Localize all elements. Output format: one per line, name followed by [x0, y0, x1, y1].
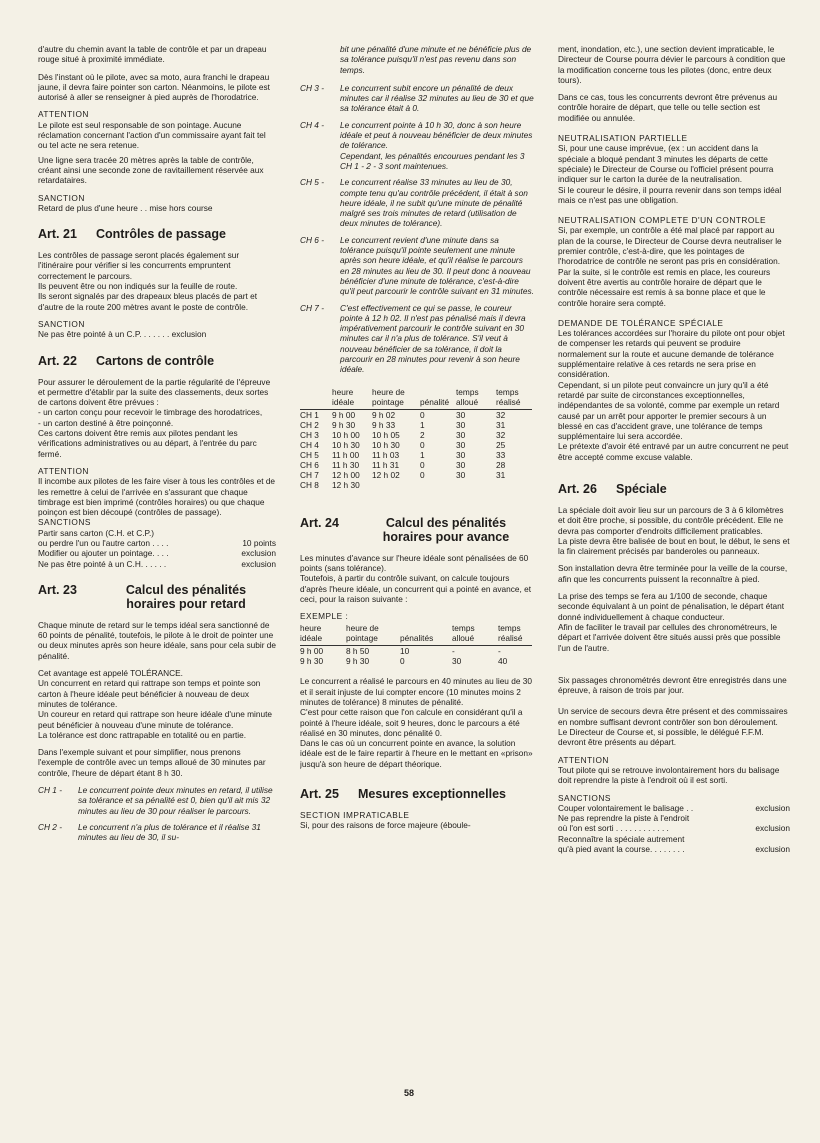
table-row	[300, 409, 532, 420]
table-cell: 10 h 00	[332, 429, 360, 440]
example-text: Le concurrent subit encore un pénalité de deux minutes car il réalise 32 minutes au lieu de 30 et que sa tolérance était à 0.	[340, 82, 534, 114]
table-header: heure idéale	[300, 623, 346, 646]
table-cell: 9 h 30	[346, 656, 370, 667]
example-ch3	[300, 83, 534, 114]
paragraph: Si, par exemple, un contrôle a été mal placé par rapport au plan de la course, le Directeur de Course devra neutraliser le premier contrôle, c'est-à-dire, que les pointages de l'horodatrice de contrôle ne seront pas pris en considération. Par la suite, si le contrôle est remis en place, les coureurs doivent être avertis au contrôle horaire de départ que le contrôle nécessaire est remis à sa bonne place et que le contrôle horaire sera compté.	[558, 225, 782, 308]
sanction-value: exclusion	[755, 802, 790, 813]
article-number: Art. 24	[300, 515, 339, 530]
paragraph: Les minutes d'avance sur l'heure idéale sont pénalisées de 60 points (sans tolérance). Toutefois, à partir du contrôle suivant, on calcule toujours d'après l'heure idéale, un concurrent qui a pointé en avance, et ceci, pour la raison suivante :	[300, 552, 532, 604]
table-cell: 11 h 30	[332, 459, 360, 470]
table-cell: 10 h 30	[372, 439, 400, 450]
example-continuation: bit une pénalité d'une minute et ne bénéficie plus de sa tolérance puisqu'il n'est pas revenu dans son temps.	[340, 44, 532, 75]
sanction-line: Ne pas être pointé à un C.P. . . . . . . exclusion	[38, 329, 207, 340]
article-number: Art. 23	[38, 582, 77, 597]
sanction-row	[38, 548, 276, 558]
subheading-sanction: SANCTION	[38, 192, 85, 203]
table-header-row	[300, 387, 532, 410]
paragraph: Son installation devra être terminée pour la veille de la course, afin que les concurrents puissent la reconnaître à pied.	[558, 563, 788, 584]
table-header-row	[300, 623, 532, 646]
table-cell: 9 h 33	[372, 419, 396, 430]
table-cell: CH 4	[300, 439, 319, 450]
paragraph: Dès l'instant où le pilote, avec sa moto, aura franchi le drapeau jaune, il devra faire pointer son carton. Néanmoins, le pilote est autorisé à aller se renseigner à pied auprès de l'horodatrice.	[38, 71, 270, 103]
article-title-line2: horaires pour avance	[382, 529, 510, 544]
table-row	[300, 420, 532, 430]
paragraph: Dans ce cas, tous les concurrents devront être prévenus au contrôle horaire de départ, que telle ou telle section est modifiée ou annulée.	[558, 92, 778, 123]
column-left	[38, 44, 276, 849]
example-ch6	[300, 235, 534, 297]
paragraph: Si, pour des raisons de force majeure (éboule-	[300, 820, 471, 831]
article-number: Art. 26	[558, 481, 597, 496]
article-number: Art. 25	[300, 787, 339, 802]
table-cell: 11 h 31	[372, 459, 400, 470]
sanction-label: qu'à pied avant la course. . . . . . . .	[558, 844, 685, 854]
paragraph: Tout pilote qui se retrouve involontairement hors du balisage doit reprendre la piste à l'endroit où il est sorti.	[558, 764, 780, 786]
sanction-row	[558, 844, 790, 854]
page-number: 58	[404, 1088, 415, 1098]
table-body	[300, 409, 532, 490]
table-row	[300, 430, 532, 440]
table-cell	[420, 480, 456, 490]
table-cell: 30	[456, 459, 466, 470]
example-ch2	[38, 822, 276, 843]
sanction-label: Ne pas reprendre la piste à l'endroit	[558, 813, 690, 824]
example-text: Le concurrent réalise 33 minutes au lieu de 30, compte tenu qu'au contrôle précédent, il était à son heure idéale, il ne subit qu'une minute de pénalité malgré ses trois minutes de retard (utilisation de deux minutes de tolérance).	[340, 177, 528, 229]
example-ch7	[300, 303, 534, 375]
table-cell: 8 h 50	[346, 646, 370, 657]
sanction-value: exclusion	[241, 548, 276, 559]
sanction-line: Retard de plus d'une heure . . mise hors course	[38, 202, 213, 213]
table-cell: 9 h 02	[372, 409, 396, 420]
table-row	[300, 646, 532, 657]
subheading-neutralisation-complete: NEUTRALISATION COMPLETE D'UN CONTROLE	[558, 215, 767, 226]
sanction-value: 10 points	[242, 537, 276, 548]
table-cell: CH 8	[300, 479, 319, 490]
example-text: Le concurrent pointe deux minutes en retard, il utilise sa tolérance et sa pénalité est 0, bien qu'il ait mis 32 minutes au lieu de 30 pour réaliser le parcours.	[78, 785, 273, 816]
example-ch4	[300, 120, 534, 171]
sanction-label: Reconnaître la spéciale autrement	[558, 833, 685, 844]
table-cell: 12 h 30	[332, 479, 360, 490]
example-label: CH 1 -	[38, 785, 62, 796]
subheading-neutralisation-partielle: NEUTRALISATION PARTIELLE	[558, 133, 688, 144]
paragraph: Un service de secours devra être présent et des commissaires en nombre suffisant devront contrôler son bon déroulement. Le Directeur de Course et, si possible, le délégué F.F.M. devront être présents au départ.	[558, 706, 788, 748]
table-header: temps réalisé	[496, 387, 532, 410]
table-cell: 31	[496, 469, 506, 480]
table-cell: 30	[456, 409, 466, 420]
heading-art24	[300, 516, 534, 544]
sanction-label: où l'on est sorti . . . . . . . . . . . .	[558, 823, 669, 834]
table-cell: 0	[420, 469, 425, 480]
article-number: Art. 21	[38, 227, 77, 242]
table-cell: 40	[498, 656, 508, 667]
paragraph: Six passages chronométrés devront être enregistrés dans une épreuve, à raison de trois par jour.	[558, 674, 787, 696]
table-cell: 30	[456, 419, 466, 430]
article-title: Spéciale	[616, 481, 667, 496]
table-cell: 33	[496, 449, 506, 460]
table-cell: 31	[496, 419, 506, 430]
subheading-attention: ATTENTION	[558, 754, 609, 765]
table-header	[300, 387, 332, 410]
example-ch5	[300, 177, 534, 228]
table-body	[300, 646, 532, 667]
table-cell: 30	[456, 449, 466, 460]
table-cell: 12 h 00	[332, 469, 360, 480]
table-cell: 11 h 03	[372, 449, 400, 460]
example-text: Le concurrent revient d'une minute dans sa tolérance puisqu'il pointe seulement une minute après son heure idéale, et qu'il réalise le parcours en 28 minutes au lieu de 30. Il peut donc à nouveau bénéficier d'une minute de tolérance, c'est-à-dire qu'il peut parcourir le contrôle suivant en 31 minutes.	[340, 234, 534, 297]
paragraph: Les contrôles de passage seront placés également sur l'itinéraire pour vérifier si les concurrents empruntent correctement le parcours. Ils peuvent être ou non indiqués sur la feuille de route. Ils seront signalés par des drapeaux bleus placés de part et d'autre de la route 200 mètres avant le poste de contrôle.	[38, 250, 258, 312]
paragraph: Pour assurer le déroulement de la partie régularité de l'épreuve et permettre d'établir par la suite des classements, deux sortes de cartons doivent être prévues : - un carton conçu pour recevoir le timbrage des horodatrices, - un carton destiné à être poinçonné. Ces cartons doivent être remis aux pilotes pendant les vérifications administratives ou au départ, à l'entrée du parc fermé.	[38, 376, 271, 459]
table-cell: 1	[420, 419, 425, 430]
paragraph: Cet avantage est appelé TOLÉRANCE. Un concurrent en retard qui rattrape son temps et pointe son carton à l'heure idéale peut bénéficier à nouveau de deux minutes de tolérance. Un coureur en retard qui rattrape son heure idéale d'une minute peut bénéficier à nouveau d'une minute de tolérance. La tolérance est donc rattrapable en totalité ou en partie.	[38, 668, 273, 740]
sanction-row	[558, 834, 790, 844]
subheading-exemple: EXEMPLE :	[300, 611, 349, 622]
table-cell: CH 6	[300, 459, 319, 470]
sanction-value: exclusion	[241, 558, 276, 569]
article-title: Cartons de contrôle	[96, 353, 215, 368]
sanction-label: Couper volontairement le balisage . .	[558, 802, 694, 813]
sanction-label: Partir sans carton (C.H. et C.P.)	[38, 527, 155, 538]
table-cell: 2	[420, 429, 425, 440]
table-header: temps alloué	[452, 623, 498, 646]
table-cell	[456, 480, 496, 490]
example-label: CH 4 -	[300, 119, 324, 130]
sanction-label: Modifier ou ajouter un pointage. . . .	[38, 548, 169, 559]
table-cell: CH 5	[300, 449, 319, 460]
table-cell: CH 7	[300, 469, 319, 480]
subheading-demande-tolerance: DEMANDE DE TOLÉRANCE SPÉCIALE	[558, 317, 724, 328]
table-cell	[372, 480, 420, 490]
article-title-line2: horaires pour retard	[126, 596, 246, 611]
table-cell: 9 h 30	[332, 419, 356, 430]
article-title-line1: Calcul des pénalités	[385, 515, 507, 530]
table-cell: 25	[496, 439, 506, 450]
paragraph: d'autre du chemin avant la table de contrôle et par un drapeau rouge situé à proximité immédiate.	[38, 44, 267, 65]
paragraph: Les tolérances accordées sur l'horaire du pilote ont pour objet de compenser les retards qui peuvent se produire normalement sur la route et aucune demande de tolérance supplémentaire relative à ces retards ne sera prise en considération. Cependant, si un pilote peut convaincre un jury qu'il a été retardé par suite de circonstances exceptionnelles, indépendantes de sa volonté, comme par exemple un retard causé par un arrêt pour apporter le premier secours à un blessé en cas d'accident grave, une tolérance de temps supplémentaire lui sera accordée. Le prétexte d'avoir été entravé par un autre concurrent ne peut être accepté comme excuse valable.	[558, 328, 789, 462]
table-cell: 28	[496, 459, 506, 470]
table-header: temps réalisé	[498, 623, 532, 646]
table-cell: 30	[456, 439, 466, 450]
table-cell: 10	[400, 646, 410, 657]
sanctions-list	[38, 528, 276, 569]
table-cell: 30	[456, 469, 466, 480]
column-right	[558, 44, 790, 854]
heading-art22	[38, 354, 276, 368]
table-header: heure de pointage	[372, 387, 420, 410]
sanction-row	[558, 823, 790, 833]
table-cell	[496, 480, 532, 490]
sanction-value: exclusion	[755, 823, 790, 834]
heading-art21	[38, 227, 276, 241]
example-label: CH 3 -	[300, 82, 324, 93]
paragraph: Une ligne sera tracée 20 mètres après la table de contrôle, créant ainsi une seconde zone de ravitaillement réservée aux retardataires.	[38, 154, 264, 186]
column-middle	[300, 44, 534, 838]
subheading-sanctions: SANCTIONS	[558, 792, 611, 803]
table-cell: 10 h 05	[372, 429, 400, 440]
table-cell: 32	[496, 409, 506, 420]
table-header: heure de pointage	[346, 623, 400, 646]
table-cell: 30	[456, 429, 466, 440]
subheading-sanction: SANCTION	[38, 318, 85, 329]
example-text: Le concurrent pointe à 10 h 30, donc à son heure idéale et peut à nouveau bénéficier de deux minutes de tolérance. Cependant, les pénalités encourues pendant les 3 CH 1 - 2 - 3 sont maintenues.	[340, 119, 533, 171]
sanction-row	[558, 813, 790, 823]
subheading-attention: ATTENTION	[38, 109, 89, 120]
subheading-sanctions: SANCTIONS	[38, 517, 91, 528]
sanction-value: exclusion	[755, 844, 790, 854]
table-header: temps alloué	[456, 387, 496, 410]
example-text: Le concurrent n'a plus de tolérance et il réalise 31 minutes au lieu de 30, il su-	[78, 821, 261, 843]
table-cell: 30	[452, 656, 462, 667]
table-row	[300, 460, 532, 470]
sanction-row	[558, 803, 790, 813]
table-cell: 9 h 00	[300, 646, 324, 657]
heading-art23	[38, 583, 276, 611]
table-cell: CH 2	[300, 419, 319, 430]
table-row	[300, 656, 532, 666]
table-cell: CH 3	[300, 429, 319, 440]
article-title: Mesures exceptionnelles	[358, 787, 506, 802]
example-label: CH 5 -	[300, 177, 324, 188]
table-cell: 1	[420, 449, 425, 460]
penalty-table	[300, 387, 532, 490]
paragraph: Le pilote est seul responsable de son pointage. Aucune réclamation concernant l'action d'un commissaire ayant fait tel ou tel acte ne sera retenue.	[38, 119, 266, 151]
table-cell: 0	[420, 409, 425, 420]
table-row	[300, 470, 532, 480]
table-cell: 9 h 00	[332, 409, 356, 420]
example-label: CH 2 -	[38, 821, 62, 832]
paragraph: Le concurrent a réalisé le parcours en 40 minutes au lieu de 30 et il serait injuste de lui compter encore (10 minutes moins 2 minutes de tolérance) 8 minutes de pénalité. C'est pour cette raison que l'on calcule en considérant qu'il a pointé à l'heure idéale, soit 9 heures, donc le parcours a été réalisé en 30 minutes, donc pénalité 0. Dans le cas où un concurrent pointe en avance, la solution idéale est de le faire repartir à l'heure en le mettant en «prison» jusqu'à son heure de départ théorique.	[300, 676, 533, 769]
article-number: Art. 22	[38, 353, 77, 368]
paragraph: Il incombe aux pilotes de les faire viser à tous les contrôles et de les remettre à celui de l'arrivée en s'assurant que chaque timbrage est bien imprimé (contrôles horaires) ou que chaque poinçon est bien découpé (contrôles de passage).	[38, 476, 276, 518]
paragraph: Chaque minute de retard sur le temps idéal sera sanctionné de 60 points de pénalité, toutefois, le pilote à le droit de pointer une ou deux minutes après son heure idéale, sans pour cela subir de pénalité.	[38, 619, 276, 661]
example-label: CH 7 -	[300, 302, 324, 313]
table-row	[300, 480, 532, 490]
paragraph: Dans l'exemple suivant et pour simplifier, nous prenons l'exemple de contrôle avec un temps alloué de 30 minutes par contrôle, l'heure de départ étant 8 h 30.	[38, 747, 266, 778]
paragraph: ment, inondation, etc.), une section devient impraticable, le Directeur de Course pourra dévier le parcours à condition que la modification concerne tous les pilotes (donc, entre deux tours).	[558, 44, 786, 85]
table-cell: 12 h 02	[372, 469, 400, 480]
sanction-row	[38, 528, 276, 538]
table-header: heure idéale	[332, 387, 372, 410]
paragraph: Si, pour une cause imprévue, (ex : un accident dans la spéciale a bloqué pendant 3 minutes les départs de cette spéciale) le Directeur de Course ou l'officiel présent pourra indiquer sur le carton la durée de la neutralisation. Si le coureur le désire, il pourra revenir dans son temps idéal mais ce n'est pas une obligation.	[558, 143, 782, 205]
sanction-label: Ne pas être pointé à un C.H. . . . . .	[38, 558, 167, 569]
example-ch1	[38, 785, 276, 816]
table-cell: 0	[420, 459, 425, 470]
table-cell: 11 h 00	[332, 449, 360, 460]
article-title: Contrôles de passage	[96, 227, 226, 242]
table-header: pénalité	[420, 387, 456, 410]
example-text: C'est effectivement ce qui se passe, le coureur pointe à 12 h 02. Il n'est pas pénalisé mais il devra impérativement parcourir le contrôle suivant en 30 minutes car il n'a plus de tolérance. S'il veut à nouveau bénéficier de sa tolérance, il doit la parcourir en 28 minutes pour revenir à son heure idéale.	[340, 302, 526, 375]
subheading-section: SECTION IMPRATICABLE	[300, 810, 410, 821]
paragraph: La spéciale doit avoir lieu sur un parcours de 3 à 6 kilomètres et doit être proche, si possible, du contrôle précédent. Elle ne devra pas comporter d'endroits difficilement praticables. La piste devra être balisée de bout en bout, le début, le sens et la fin clairement précisés par banderoles ou panneaux.	[558, 504, 790, 557]
table-cell: 9 h 30	[300, 656, 324, 667]
sanction-label: ou perdre l'un ou l'autre carton . . . .	[38, 537, 169, 548]
table-cell: 0	[400, 656, 405, 667]
table-row	[300, 440, 532, 450]
table-cell: 0	[420, 439, 425, 450]
heading-art26	[558, 482, 790, 496]
article-title-line1: Calcul des pénalités	[125, 582, 247, 597]
sanction-row	[38, 538, 276, 548]
subheading-attention: ATTENTION	[38, 465, 89, 476]
table-cell: CH 1	[300, 409, 319, 420]
heading-art25	[300, 787, 534, 801]
table-cell: -	[452, 646, 455, 657]
table-row	[300, 450, 532, 460]
table-cell: -	[498, 646, 501, 657]
table-cell: 32	[496, 429, 506, 440]
advance-example-table	[300, 623, 532, 666]
sanctions-list	[558, 803, 790, 854]
paragraph: La prise des temps se fera au 1/100 de seconde, chaque seconde équivalant à un point de pénalisation, le départ étant donné individuellement à chaque conducteur. Afin de faciliter le travail par cellules des chronométreurs, le départ et l'arrivée doivent être situés aussi près que possible l'un de l'autre.	[558, 591, 785, 653]
table-header: pénalités	[400, 623, 452, 646]
example-label: CH 6 -	[300, 234, 324, 245]
table-cell: 10 h 30	[332, 439, 360, 450]
sanction-row	[38, 559, 276, 569]
